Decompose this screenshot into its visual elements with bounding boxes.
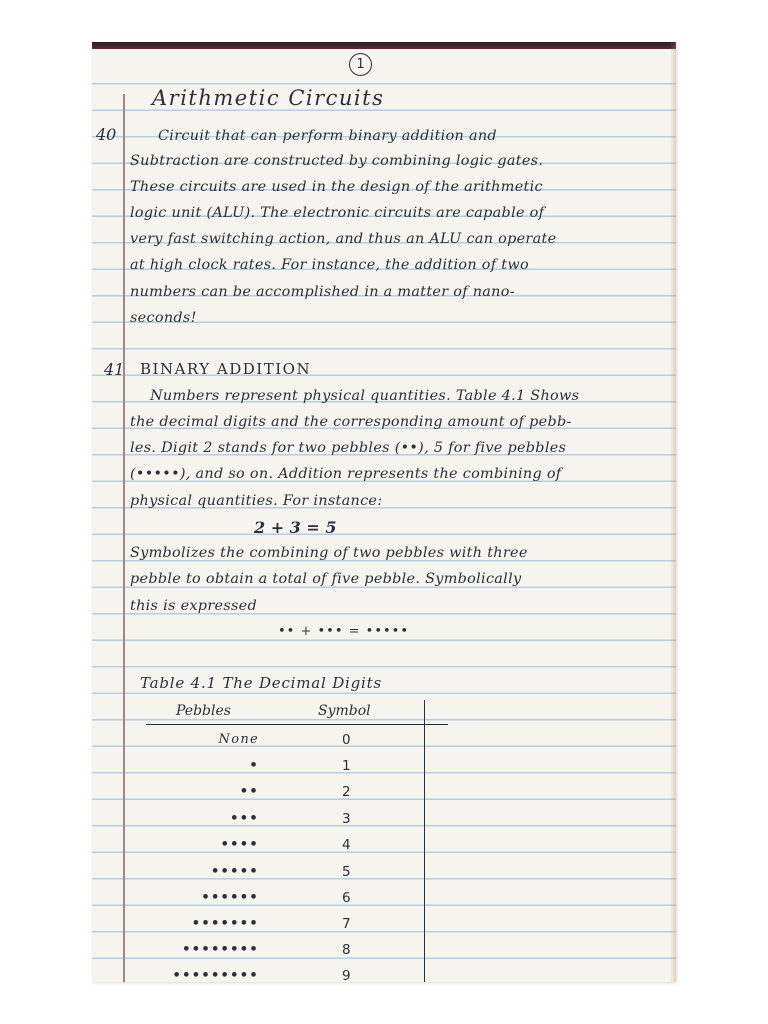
table-row bbox=[122, 732, 424, 758]
text-line: numbers can be accomplished in a matter of nano- bbox=[130, 284, 515, 300]
pebbles-cell: •• bbox=[239, 784, 259, 799]
table-row bbox=[122, 890, 424, 916]
pebbles-cell: •••••• bbox=[201, 890, 259, 905]
symbol-cell: 3 bbox=[342, 811, 351, 827]
symbol-cell: 4 bbox=[342, 837, 351, 853]
section-heading: BINARY ADDITION bbox=[140, 360, 312, 378]
text-line: logic unit (ALU). The electronic circuits are capable of bbox=[130, 205, 545, 221]
table-row bbox=[122, 811, 424, 837]
symbol-cell: 2 bbox=[342, 784, 351, 800]
text-line: physical quantities. For instance: bbox=[130, 493, 383, 509]
table-row bbox=[122, 942, 424, 968]
pebble-equation: •• + ••• = ••••• bbox=[278, 624, 409, 639]
page-title: Arithmetic Circuits bbox=[152, 86, 385, 110]
section-number-41: 41 bbox=[104, 360, 125, 379]
notebook-page bbox=[92, 42, 676, 982]
table-row bbox=[122, 968, 424, 982]
symbol-cell: 1 bbox=[342, 758, 351, 774]
text-line: Symbolizes the combining of two pebbles with three bbox=[130, 545, 528, 561]
pebbles-cell: ••••• bbox=[210, 864, 259, 879]
symbol-cell: 9 bbox=[342, 968, 351, 982]
pebbles-cell: •••• bbox=[220, 837, 259, 852]
column-header-symbol: Symbol bbox=[318, 703, 371, 719]
table-row bbox=[122, 837, 424, 863]
text-line: (•••••), and so on. Addition represents the combining of bbox=[130, 466, 562, 482]
column-header-pebbles: Pebbles bbox=[176, 703, 231, 719]
table-row bbox=[122, 916, 424, 942]
symbol-cell: 0 bbox=[342, 732, 351, 748]
text-line: at high clock rates. For instance, the addition of two bbox=[130, 257, 529, 273]
text-line: These circuits are used in the design of the arithmetic bbox=[130, 179, 543, 195]
symbol-cell: 8 bbox=[342, 942, 351, 958]
pebbles-cell: ••••••••• bbox=[172, 968, 259, 982]
page-edge-shadow bbox=[670, 42, 676, 982]
table-row bbox=[122, 784, 424, 810]
pebbles-cell: • bbox=[249, 758, 259, 773]
text-line: Circuit that can perform binary addition and bbox=[158, 128, 497, 144]
page-number: 1 bbox=[349, 53, 372, 76]
notebook-binding bbox=[92, 42, 676, 49]
pebbles-cell: •••••••• bbox=[182, 942, 259, 957]
text-line: seconds! bbox=[130, 310, 197, 326]
text-line: pebble to obtain a total of five pebble. Symbolically bbox=[130, 571, 522, 587]
addition-equation: 2 + 3 = 5 bbox=[254, 518, 337, 537]
table-row bbox=[122, 864, 424, 890]
text-line: the decimal digits and the corresponding amount of pebb- bbox=[130, 414, 572, 430]
text-line: Numbers represent physical quantities. Table 4.1 Shows bbox=[150, 388, 580, 404]
table-row bbox=[122, 758, 424, 784]
symbol-cell: 6 bbox=[342, 890, 351, 906]
symbol-cell: 7 bbox=[342, 916, 351, 932]
text-line: Subtraction are constructed by combining logic gates. bbox=[130, 153, 544, 169]
text-line: les. Digit 2 stands for two pebbles (••), 5 for five pebbles bbox=[130, 440, 567, 456]
table-caption: Table 4.1 The Decimal Digits bbox=[140, 674, 382, 692]
pebbles-cell: ••• bbox=[230, 811, 259, 826]
symbol-cell: 5 bbox=[342, 864, 351, 880]
table-header-rule bbox=[146, 724, 448, 725]
text-line: very fast switching action, and thus an ALU can operate bbox=[130, 231, 557, 247]
pebbles-cell: None bbox=[218, 732, 259, 747]
pebbles-cell: ••••••• bbox=[191, 916, 259, 931]
text-line: this is expressed bbox=[130, 598, 258, 614]
section-number-40: 40 bbox=[96, 125, 117, 144]
decimal-digits-table bbox=[122, 700, 425, 982]
